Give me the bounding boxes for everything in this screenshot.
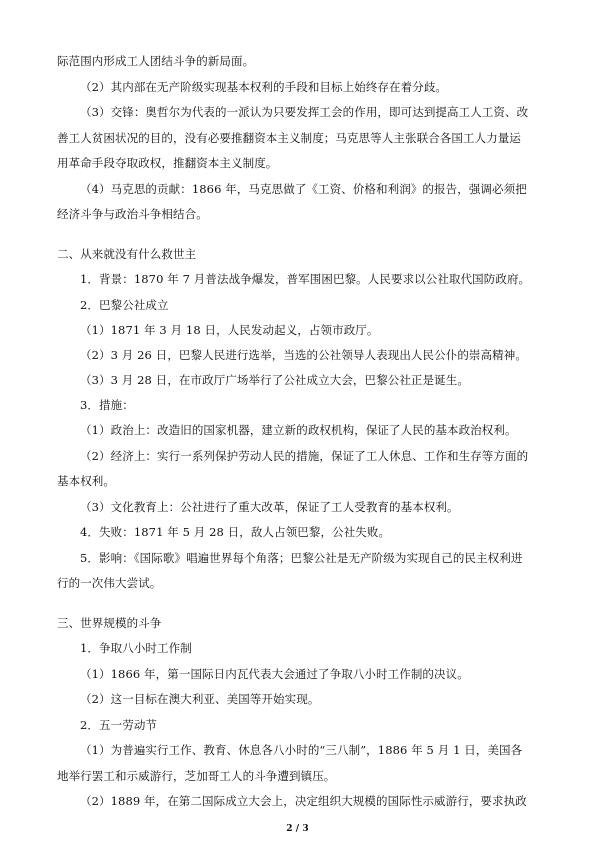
paragraph-line: （2）其内部在无产阶级实现基本权利的手段和目标上始终存在着分歧。 bbox=[80, 80, 448, 94]
paragraph-line: （2）这一目标在澳大利亚、美国等开始实现。 bbox=[80, 692, 320, 706]
paragraph-line: 行的一次伟大尝试。 bbox=[57, 576, 162, 590]
paragraph-line: 际范围内形成工人团结斗争的新局面。 bbox=[57, 54, 255, 68]
paragraph-line: 地举行罢工和示威游行，芝加哥工人的斗争遭到镇压。 bbox=[57, 769, 336, 783]
paragraph-line: （1）政治上：改造旧的国家机器，建立新的政权机构，保证了人民的基本政治权利。 bbox=[80, 423, 517, 437]
paragraph-line: 3．措施： bbox=[80, 398, 134, 412]
paragraph-line: 经济斗争与政治斗争相结合。 bbox=[57, 207, 208, 221]
paragraph-line: （3）交锋：奥哲尔为代表的一派认为只要发挥工会的作用，即可达到提高工人工资、改 bbox=[80, 105, 529, 119]
section-heading: 二、从来就没有什么救世主 bbox=[57, 247, 197, 261]
paragraph-line: 1．背景：1870 年 7 月普法战争爆发，普军围困巴黎。人民要求以公社取代国防政府。 bbox=[80, 272, 531, 286]
paragraph-line: （1）1866 年，第一国际日内瓦代表大会通过了争取八小时工作制的决议。 bbox=[80, 667, 469, 681]
paragraph-line: （1）1871 年 3 月 18 日，人民发动起义，占领市政厅。 bbox=[80, 323, 379, 337]
paragraph-line: （3）文化教育上：公社进行了重大改革，保证了工人受教育的基本权利。 bbox=[80, 500, 459, 514]
paragraph-line: （4）马克思的贡献：1866 年，马克思做了《工资、价格和利润》的报告，强调必须把 bbox=[80, 182, 527, 196]
page-number: 2 / 3 bbox=[286, 824, 309, 834]
paragraph-line: 5．影响：《国际歌》唱遍世界每个角落；巴黎公社是无产阶级为实现自己的民主权利进 bbox=[80, 551, 523, 565]
paragraph-line: 用革命手段夺取政权，推翻资本主义制度。 bbox=[57, 156, 278, 170]
paragraph-line: 善工人贫困状况的目的，没有必要推翻资本主义制度；马克思等人主张联合各国工人力量运 bbox=[57, 131, 521, 145]
paragraph-line: （2）3 月 26 日，巴黎人民进行选举，当选的公社领导人表现出人民公仆的崇高精神。 bbox=[80, 348, 527, 362]
paragraph-line: 2．五一劳动节 bbox=[80, 718, 158, 732]
paragraph-line: （2）经济上：实行一系列保护劳动人民的措施，保证了工人休息、工作和生存等方面的 bbox=[80, 449, 529, 463]
section-heading: 三、世界规模的斗争 bbox=[57, 616, 162, 630]
paragraph-line: （1）为普遍实行工作、教育、休息各八小时的“三八制”，1886 年 5 月 1 日，美国各 bbox=[80, 743, 523, 757]
paragraph-line: （2）1889 年，在第二国际成立大会上，决定组织大规模的国际性示威游行，要求执政 bbox=[80, 794, 527, 808]
paragraph-line: 4．失败：1871 年 5 月 28 日，敌人占领巴黎，公社失败。 bbox=[80, 525, 391, 539]
paragraph-line: 2．巴黎公社成立 bbox=[80, 298, 169, 312]
paragraph-line: 1．争取八小时工作制 bbox=[80, 641, 192, 655]
paragraph-line: （3）3 月 28 日，在市政厅广场举行了公社成立大会，巴黎公社正是诞生。 bbox=[80, 373, 469, 387]
paragraph-line: 基本权利。 bbox=[57, 474, 115, 488]
